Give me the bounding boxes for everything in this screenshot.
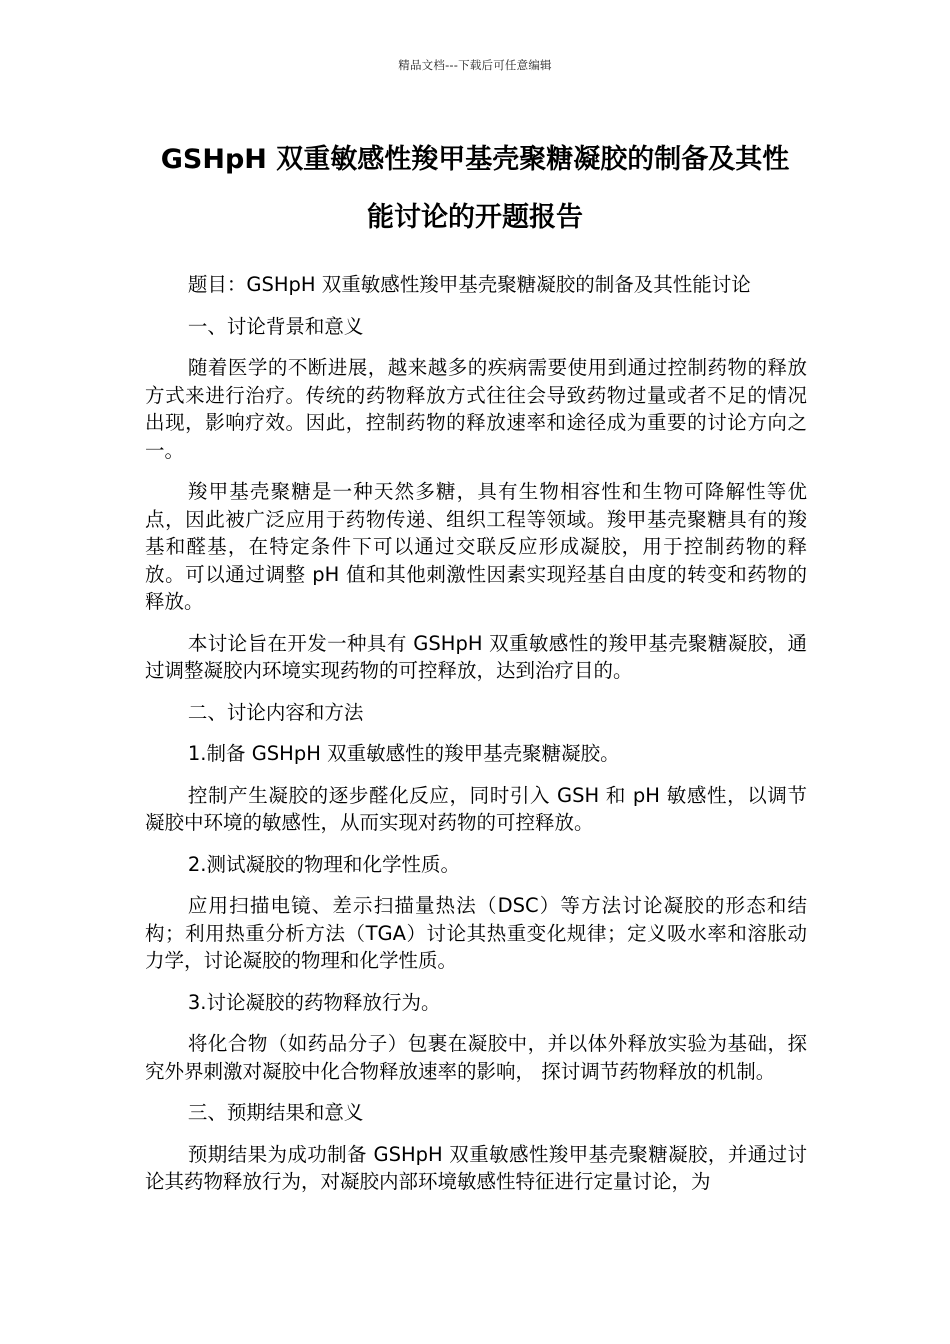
title-line-1: GSHpH 双重敏感性羧甲基壳聚糖凝胶的制备及其性 bbox=[160, 144, 790, 175]
paragraph: 随着医学的不断进展，越来越多的疾病需要使用到通过控制药物的释放方式来进行治疗。传统的药物释放方式往往会导致药物过量或者不足的情况出现，影响疗效。因此，控制药物的释放速率和途径成为重要的讨论方向之一。 bbox=[145, 356, 807, 462]
subsection-heading: 2.测试凝胶的物理和化学性质。 bbox=[187, 852, 460, 876]
section-heading-methods: 二、讨论内容和方法 bbox=[187, 700, 364, 724]
paragraph: 控制产生凝胶的逐步醛化反应，同时引入 GSH 和 pH 敏感性，以调节凝胶中环境的敏感性，从而实现对药物的可控释放。 bbox=[145, 783, 807, 834]
section-heading-background: 一、讨论背景和意义 bbox=[187, 314, 364, 338]
section-heading-results: 三、预期结果和意义 bbox=[187, 1101, 364, 1124]
title-line-2: 能讨论的开题报告 bbox=[367, 202, 583, 233]
document-title bbox=[140, 131, 810, 247]
document-body bbox=[145, 271, 807, 1210]
subsection-heading: 3.讨论凝胶的药物释放行为。 bbox=[187, 990, 441, 1014]
paragraph: 预期结果为成功制备 GSHpH 双重敏感性羧甲基壳聚糖凝胶，并通过讨论其药物释放行为，对凝胶内部环境敏感性特征进行定量讨论，为 bbox=[145, 1142, 807, 1193]
paragraph: 将化合物（如药品分子）包裹在凝胶中，并以体外释放实验为基础，探究外界刺激对凝胶中化合物释放速率的影响， 探讨调节药物释放的机制。 bbox=[145, 1032, 807, 1083]
paragraph: 本讨论旨在开发一种具有 GSHpH 双重敏感性的羧甲基壳聚糖凝胶，通过调整凝胶内环境实现药物的可控释放，达到治疗目的。 bbox=[145, 631, 807, 682]
paragraph: 应用扫描电镜、差示扫描量热法（DSC）等方法讨论凝胶的形态和结构；利用热重分析方法（TGA）讨论其热重变化规律；定义吸水率和溶胀动力学，讨论凝胶的物理和化学性质。 bbox=[145, 894, 807, 972]
topic-line: 题目：GSHpH 双重敏感性羧甲基壳聚糖凝胶的制备及其性能讨论 bbox=[187, 273, 751, 296]
header-note: 精品文档---下载后可任意编辑 bbox=[398, 58, 552, 72]
paragraph: 羧甲基壳聚糖是一种天然多糖，具有生物相容性和生物可降解性等优点，因此被广泛应用于药物传递、组织工程等领域。羧甲基壳聚糖具有的羧基和醛基，在特定条件下可以通过交联反应形成凝胶，用于控制药物的释放。可以通过调整 pH 值和其他刺激性因素实现羟基自由度的转变和药物的释放。 bbox=[145, 480, 807, 613]
subsection-heading: 1.制备 GSHpH 双重敏感性的羧甲基壳聚糖凝胶。 bbox=[187, 742, 620, 765]
